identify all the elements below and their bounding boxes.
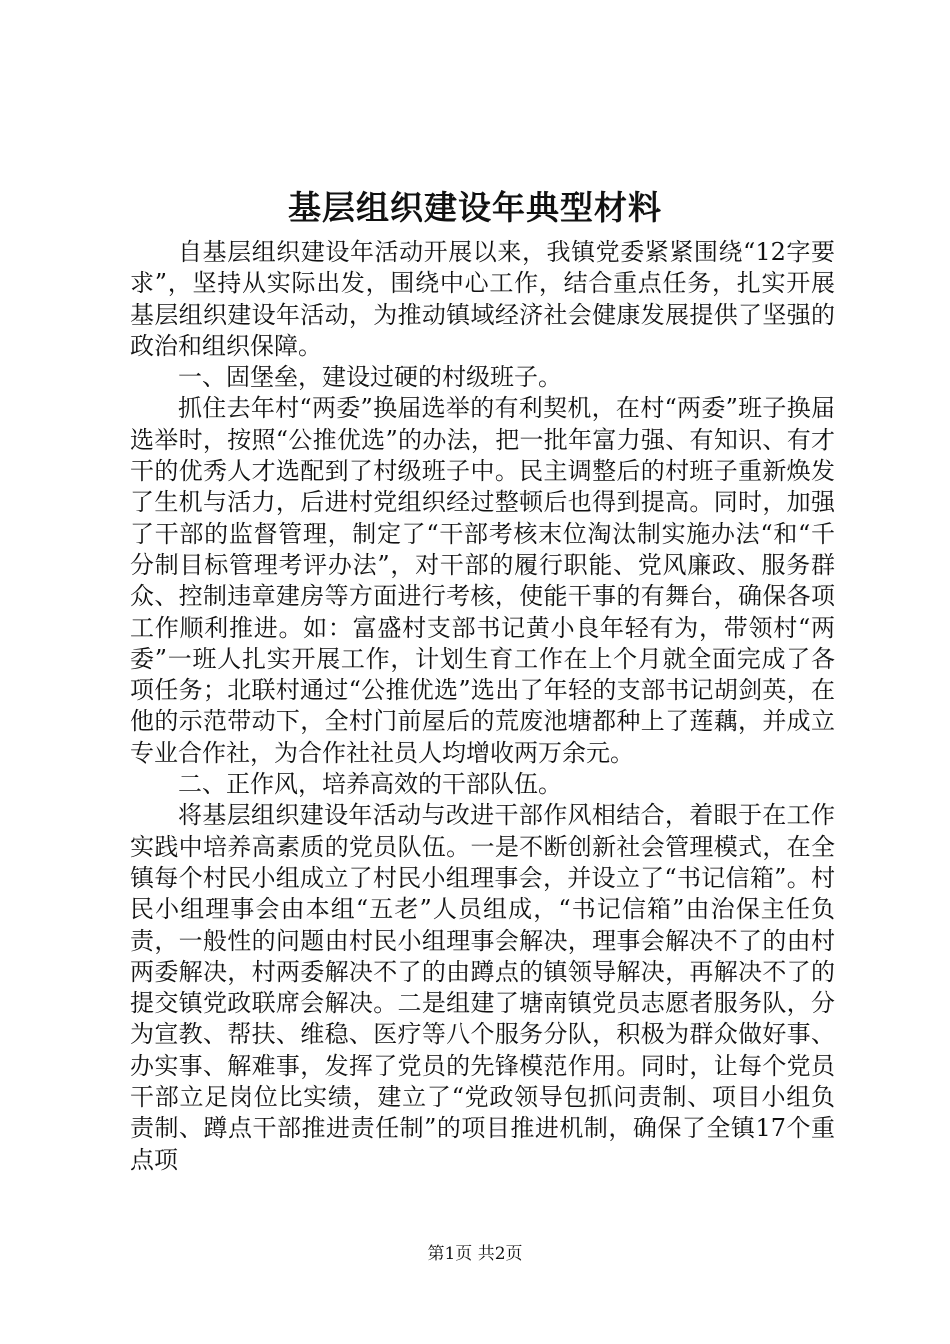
section-2-paragraph: 将基层组织建设年活动与改进干部作风相结合，着眼于在工作实践中培养高素质的党员队伍。一是不断创新社会管理模式，在全镇每个村民小组成立了村民小组理事会，并设立了“书记信箱”。村民小组理事会由本组“五老”人员组成，“书记信箱”由治保主任负责，一般性的问题由村民小组理事会解决，理事会解决不了的由村两委解决，村两委解决不了的由蹲点的镇领导解决，再解决不了的提交镇党政联席会解决。二是组建了塘南镇党员志愿者服务队，分为宣教、帮扶、维稳、医疗等八个服务分队，积极为群众做好事、办实事、解难事，发挥了党员的先锋模范作用。同时，让每个党员干部立足岗位比实绩，建立了“党政领导包抓问责制、项目小组负责制、蹲点干部推进责任制”的项目推进机制，确保了全镇17个重点项 bbox=[130, 801, 835, 1174]
section-1-paragraph: 抓住去年村“两委”换届选举的有利契机，在村“两委”班子换届选举时，按照“公推优选”的办法，把一批年富力强、有知识、有才干的优秀人才选配到了村级班子中。民主调整后的村班子重新焕发了生机与活力，后进村党组织经过整顿后也得到提高。同时，加强了干部的监督管理，制定了“干部考核末位淘汰制实施办法“和“千分制目标管理考评办法”，对干部的履行职能、党风廉政、服务群众、控制违章建房等方面进行考核，使能干事的有舞台，确保各项工作顺利推进。如：富盛村支部书记黄小良年轻有为，带领村“两委”一班人扎实开展工作，计划生育工作在上个月就全面完成了各项任务；北联村通过“公推优选”选出了年轻的支部书记胡剑英，在他的示范带动下，全村门前屋后的荒废池塘都种上了莲藕，并成立专业合作社，为合作社社员人均增收两万余元。 bbox=[130, 394, 835, 767]
section-heading-2: 二、正作风，培养高效的干部队伍。 bbox=[178, 770, 562, 799]
page-number-label: 第1页 共2页 bbox=[427, 1244, 523, 1264]
document-title: 基层组织建设年典型材料 bbox=[288, 188, 662, 227]
page-footer bbox=[0, 1242, 950, 1266]
document-body bbox=[130, 237, 835, 1176]
intro-paragraph: 自基层组织建设年活动开展以来，我镇党委紧紧围绕“12字要求”，坚持从实际出发，围绕中心工作，结合重点任务，扎实开展基层组织建设年活动，为推动镇域经济社会健康发展提供了坚强的政治和组织保障。 bbox=[130, 238, 835, 360]
section-heading-1: 一、固堡垒，建设过硬的村级班子。 bbox=[178, 363, 562, 392]
